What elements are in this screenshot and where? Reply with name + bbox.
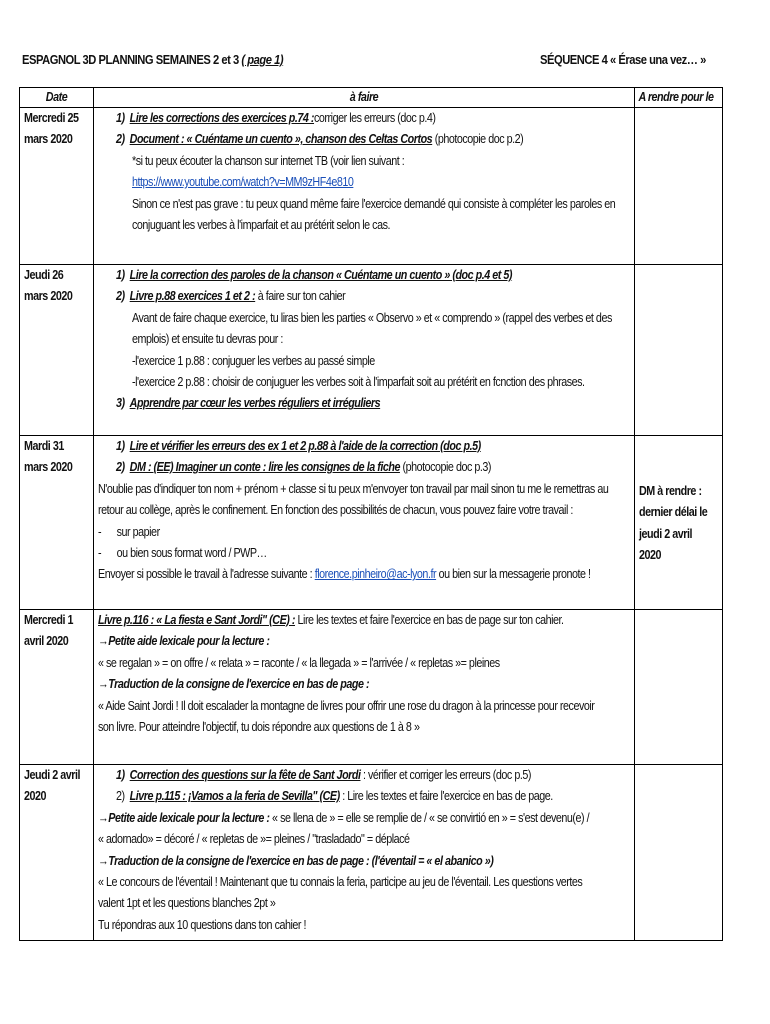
task-line — [98, 656, 500, 670]
task-text: N'oublie pas d'indiquer ton nom + prénom + classe si tu peux m'envoyer ton travail par mail sinon tu me le remettras au — [98, 481, 609, 496]
task-text: ou bien sous format word / PWP… — [116, 546, 267, 560]
task-heading: Document : « Cuéntame un cuento », chanson des Celtas Cortos — [129, 132, 433, 147]
task-line — [98, 896, 275, 910]
task-line — [132, 154, 404, 168]
task-line — [116, 768, 531, 782]
task-text: corriger les erreurs (doc p.4) — [314, 111, 436, 125]
task-text: son livre. Pour atteindre l'objectif, tu dois répondre aux questions de 1 à 8 » — [98, 720, 420, 734]
arrow-heading: →Traduction de la consigne de l'exercice en bas de page : (l'éventail = « el abanico ») — [98, 853, 494, 868]
table-row — [20, 436, 723, 610]
todo-cell — [94, 765, 635, 941]
column-header-todo: à faire — [94, 88, 635, 108]
task-text: « adornado» = décoré / « repletas de »= pleines / "trasladado" = déplacé — [98, 832, 410, 847]
table-header-row — [20, 88, 723, 108]
title-page-number: ( page 1) — [241, 52, 284, 67]
date-text: mars 2020 — [24, 132, 73, 147]
item-number: 1) — [116, 111, 130, 125]
task-text: Lire les textes et faire l'exercice en bas de page sur ton cahier. — [295, 613, 564, 627]
task-line — [98, 634, 270, 648]
task-line — [116, 111, 435, 125]
task-text: « Aide Saint Jordi ! Il doit escalader la montagne de livres pour offrir une rose du dragon à la princesse pour recevoir — [98, 698, 595, 713]
due-cell — [635, 108, 723, 265]
task-text: à faire sur ton cahier — [255, 289, 346, 304]
date-cell — [20, 108, 94, 265]
table-row — [20, 610, 723, 765]
task-heading: Correction des questions sur la fête de Sant Jordi — [129, 768, 361, 782]
date-text: Jeudi 2 avril — [24, 768, 81, 782]
date-text: Mardi 31 — [24, 439, 64, 453]
item-number: 1) — [116, 268, 130, 282]
task-line — [116, 289, 345, 303]
date-text: Jeudi 26 — [24, 268, 64, 282]
task-line — [98, 832, 410, 846]
task-text: *si tu peux écouter la chanson sur internet TB (voir lien suivant : — [132, 153, 405, 168]
task-line — [116, 132, 523, 146]
arrow-heading: →Petite aide lexicale pour la lecture : — [98, 810, 270, 825]
task-heading: DM : (EE) Imaginer un conte : lire les consignes de la fiche — [129, 460, 400, 475]
task-text: Avant de faire chaque exercice, tu liras bien les parties « Observo » et « comprendo » (rappel des verbes et des — [132, 310, 612, 325]
task-heading: Apprendre par cœur les verbes réguliers et irréguliers — [129, 396, 381, 411]
task-heading: Lire la correction des paroles de la chanson « Cuéntame un cuento » (doc p.4 et 5) — [129, 268, 513, 282]
date-text: Mercredi 1 — [24, 613, 74, 627]
due-cell — [635, 765, 723, 941]
due-text: DM à rendre : — [639, 484, 702, 498]
item-number: 2) — [116, 789, 130, 804]
date-cell — [20, 765, 94, 941]
task-line — [132, 218, 390, 232]
task-text: (photocopie doc p.2) — [432, 132, 524, 147]
table-row — [20, 108, 723, 265]
task-line — [98, 677, 369, 691]
bullet: - — [98, 546, 102, 560]
task-line — [98, 613, 564, 627]
task-text: retour au collège, après le confinement. En fonction des possibilités de chacun, vous pouvez faire votre travail : — [98, 503, 573, 518]
item-number: 2) — [116, 132, 130, 147]
task-text: (photocopie doc p.3) — [399, 460, 492, 475]
email-link[interactable]: florence.pinheiro@ac-lyon.fr — [314, 567, 437, 582]
item-number: 2) — [116, 460, 130, 475]
due-cell — [635, 436, 723, 610]
task-line — [98, 546, 267, 560]
document-title — [22, 52, 283, 67]
task-text: Envoyer si possible le travail à l'adresse suivante : — [98, 567, 315, 582]
task-line — [98, 720, 419, 734]
task-line — [132, 354, 375, 368]
due-text: 2020 — [639, 548, 662, 563]
task-line — [116, 460, 491, 474]
task-line — [116, 268, 512, 282]
date-text: mars 2020 — [24, 460, 73, 475]
task-heading: Livre p.88 exercices 1 et 2 : — [129, 289, 256, 304]
item-number: 1) — [116, 439, 130, 453]
task-line — [98, 918, 306, 932]
table-row — [20, 265, 723, 436]
task-text: « se llena de » = elle se remplie de / « se convirtió en » = s'est devenu(e) / — [269, 810, 590, 825]
task-line — [132, 197, 615, 211]
table-row — [20, 765, 723, 941]
date-cell — [20, 265, 94, 436]
task-text: conjuguant les verbes à l'imparfait et au prétérit selon le cas. — [132, 218, 391, 232]
column-header-date: Date — [20, 88, 94, 108]
date-text: 2020 — [24, 789, 47, 804]
date-text: mars 2020 — [24, 289, 73, 304]
date-text: avril 2020 — [24, 634, 69, 649]
task-line — [132, 311, 612, 325]
task-line — [98, 525, 160, 539]
task-text: Sinon ce n'est pas grave : tu peux quand même faire l'exercice demandé qui consiste à compléter les paroles en — [132, 196, 616, 211]
due-text: dernier délai le — [639, 505, 708, 520]
due-text: jeudi 2 avril — [639, 526, 693, 541]
task-line — [98, 875, 582, 889]
task-text: Tu répondras aux 10 questions dans ton cahier ! — [98, 917, 307, 932]
task-line — [132, 175, 353, 189]
arrow-heading: →Petite aide lexicale pour la lecture : — [98, 634, 270, 649]
task-line — [116, 439, 481, 453]
date-text: Mercredi 25 — [24, 111, 79, 125]
task-line — [116, 789, 553, 803]
task-line — [98, 503, 573, 517]
date-cell — [20, 436, 94, 610]
task-text: -l'exercice 1 p.88 : conjuguer les verbes au passé simple — [132, 353, 375, 368]
title-text: ESPAGNOL 3D PLANNING SEMAINES 2 et 3 — [22, 52, 242, 67]
due-cell — [635, 610, 723, 765]
task-text: « Le concours de l'éventail ! Maintenant que tu connais la feria, participe au jeu de l'éventail. Les questions vertes — [98, 875, 583, 889]
task-text: : Lire les textes et faire l'exercice en bas de page. — [339, 789, 553, 804]
due-cell — [635, 265, 723, 436]
todo-cell — [94, 610, 635, 765]
task-line — [132, 332, 283, 346]
link[interactable]: https://www.youtube.com/watch?v=MM9zHF4e810 — [132, 175, 354, 190]
arrow-heading: →Traduction de la consigne de l'exercice en bas de page : — [98, 677, 370, 692]
task-line — [98, 482, 608, 496]
task-line — [132, 375, 585, 389]
task-text: sur papier — [116, 524, 160, 539]
task-text: : vérifier et corriger les erreurs (doc p.5) — [360, 768, 531, 782]
todo-cell — [94, 436, 635, 610]
planning-table — [19, 87, 723, 941]
task-heading: Livre p.115 : ¡Vamos a la feria de Sevilla" (CE) — [129, 789, 340, 804]
column-header-due: A rendre pour le — [635, 88, 723, 108]
item-number: 1) — [116, 768, 130, 782]
task-heading: Livre p.116 : « La fiesta e Sant Jordi" (CE) : — [98, 613, 296, 627]
task-line — [98, 854, 493, 868]
task-line — [98, 699, 594, 713]
bullet: - — [98, 524, 102, 539]
task-text: « se regalan » = on offre / « relata » = raconte / « la llegada » = l'arrivée / « repletas »= pleines — [98, 655, 500, 670]
date-cell — [20, 610, 94, 765]
task-text: -l'exercice 2 p.88 : choisir de conjuguer les verbes soit à l'imparfait soit au prétérit en fcnction des phrases. — [132, 375, 585, 389]
task-text: emplois) et ensuite tu devras pour : — [132, 332, 283, 347]
task-heading: Lire et vérifier les erreurs des ex 1 et 2 p.88 à l'aide de la correction (doc p.5) — [129, 439, 481, 453]
task-line — [98, 811, 589, 825]
sequence-title: SÉQUENCE 4 « Érase una vez… » — [540, 52, 706, 67]
item-number: 3) — [116, 396, 130, 411]
todo-cell — [94, 108, 635, 265]
task-line — [116, 396, 380, 410]
task-text: valent 1pt et les questions blanches 2pt » — [98, 896, 276, 911]
task-line — [98, 567, 591, 581]
task-text: ou bien sur la messagerie pronote ! — [436, 567, 591, 582]
item-number: 2) — [116, 289, 130, 304]
task-heading: Lire les corrections des exercices p.74 : — [129, 111, 315, 125]
todo-cell — [94, 265, 635, 436]
